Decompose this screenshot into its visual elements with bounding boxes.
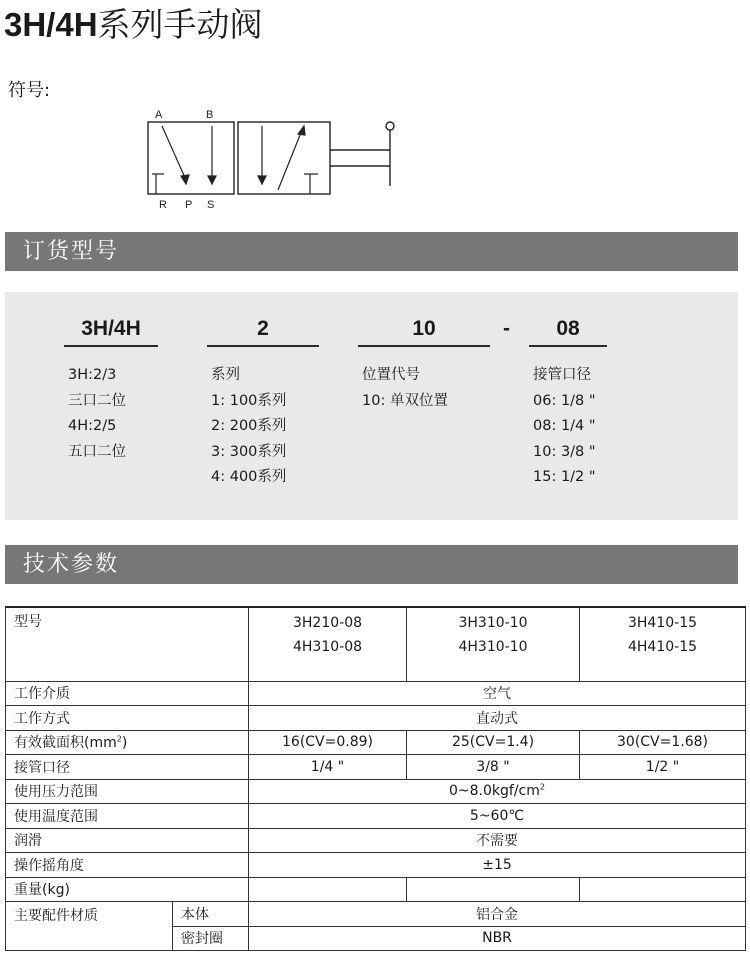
code-series: 3H/4H <box>64 310 158 347</box>
code-line: 1: 100系列 <box>211 392 287 409</box>
port-label-a: A <box>155 109 163 121</box>
angle-value: ±15 <box>249 853 746 878</box>
area-value: 16(CV=0.89) <box>249 730 407 755</box>
model-code: 3H410-15 <box>627 615 698 631</box>
tech-params-section-header: 技术参数 <box>5 545 738 584</box>
code-series-lines <box>64 363 158 465</box>
port-label: 接管口径 <box>6 755 249 780</box>
medium-label: 工作介质 <box>6 681 249 706</box>
seal-value: NBR <box>249 926 746 951</box>
code-size: 2 <box>207 310 319 347</box>
code-line: 10: 3/8 " <box>533 443 596 460</box>
valve-symbol-diagram <box>140 106 410 212</box>
port-value: 1/4 " <box>249 755 407 780</box>
table-row <box>6 877 746 902</box>
code-position: 10 <box>358 310 490 347</box>
code-port-lines <box>529 363 607 491</box>
lubrication-label: 润滑 <box>6 828 249 853</box>
body-label: 本体 <box>173 902 249 927</box>
table-row <box>6 853 746 878</box>
area-value: 30(CV=1.68) <box>580 730 746 755</box>
code-port: 08 <box>529 310 607 347</box>
method-label: 工作方式 <box>6 706 249 731</box>
model-code: 4H410-15 <box>627 639 698 655</box>
code-column-position <box>358 310 490 414</box>
model-cell <box>249 607 407 681</box>
weight-value <box>580 877 746 902</box>
model-code: 4H310-08 <box>292 639 363 655</box>
table-row <box>6 902 746 927</box>
code-column-port <box>529 310 607 491</box>
model-cell <box>407 607 580 681</box>
port-label-r: R <box>159 199 167 211</box>
valve-box-right <box>238 122 330 194</box>
flow-arrows-right <box>258 126 318 194</box>
pressure-label: 使用压力范围 <box>6 779 249 804</box>
weight-label: 重量(kg) <box>6 877 249 902</box>
table-row <box>6 828 746 853</box>
page-title <box>4 2 263 48</box>
table-row <box>6 681 746 706</box>
code-line: 10: 单双位置 <box>362 392 448 409</box>
code-line: 三口二位 <box>68 392 126 409</box>
code-line: 位置代号 <box>362 367 420 383</box>
table-row <box>6 706 746 731</box>
model-code: 3H310-10 <box>458 615 528 631</box>
area-label-sup: 2 <box>116 734 122 744</box>
code-line: 2: 200系列 <box>211 418 287 434</box>
code-line: 08: 1/4 " <box>533 418 596 434</box>
port-label-b: B <box>206 109 214 121</box>
code-position-lines <box>358 363 490 414</box>
body-value: 铝合金 <box>249 902 746 927</box>
code-separator: - <box>503 317 510 340</box>
table-row <box>6 755 746 780</box>
code-line: 五口二位 <box>68 443 126 460</box>
title-series-name: 系列手动阀 <box>97 5 263 44</box>
pressure-value <box>249 779 746 804</box>
temperature-value: 5~60℃ <box>249 804 746 829</box>
code-column-size <box>207 310 319 491</box>
valve-box-left <box>148 122 234 194</box>
method-value: 直动式 <box>249 706 746 731</box>
title-series-code: 3H/4H <box>4 6 98 43</box>
code-line: 4H:2/5 <box>68 418 117 434</box>
weight-value <box>249 877 407 902</box>
table-row <box>6 804 746 829</box>
materials-label: 主要配件材质 <box>6 902 173 951</box>
model-cell <box>580 607 746 681</box>
temperature-label: 使用温度范围 <box>6 804 249 829</box>
area-label-text: 有效截面积(mm <box>14 735 117 752</box>
code-line: 接管口径 <box>533 367 591 383</box>
weight-value <box>407 877 580 902</box>
symbol-label: 符号: <box>8 80 51 101</box>
order-model-section-header: 订货型号 <box>5 232 738 271</box>
order-model-panel <box>5 292 738 520</box>
spec-table <box>5 606 746 951</box>
port-label-s: S <box>207 199 215 211</box>
pressure-value-sup: 2 <box>539 782 545 792</box>
model-code: 3H210-08 <box>292 615 363 631</box>
port-value: 3/8 " <box>407 755 580 780</box>
lubrication-value: 不需要 <box>249 828 746 853</box>
area-label <box>6 730 249 755</box>
medium-value: 空气 <box>249 681 746 706</box>
port-value: 1/2 " <box>580 755 746 780</box>
flow-arrows-left <box>152 126 216 194</box>
seal-label: 密封圈 <box>173 926 249 951</box>
table-row <box>6 607 746 681</box>
code-size-lines <box>207 363 319 491</box>
code-line: 15: 1/2 " <box>533 469 596 485</box>
area-label-end: ) <box>121 735 128 752</box>
code-line: 系列 <box>211 367 240 383</box>
area-value: 25(CV=1.4) <box>407 730 580 755</box>
code-line: 4: 400系列 <box>211 469 287 485</box>
code-line: 3H:2/3 <box>68 367 117 383</box>
model-label: 型号 <box>6 607 249 681</box>
code-line: 06: 1/8 " <box>533 392 596 409</box>
manual-lever-icon <box>330 122 394 186</box>
table-row <box>6 779 746 804</box>
code-line: 3: 300系列 <box>211 443 287 460</box>
pressure-value-text: 0~8.0kgf/cm <box>449 783 540 800</box>
table-row <box>6 730 746 755</box>
model-code: 4H310-10 <box>458 639 528 655</box>
angle-label: 操作摇角度 <box>6 853 249 878</box>
port-label-p: P <box>185 199 193 211</box>
code-column-series <box>64 310 158 465</box>
